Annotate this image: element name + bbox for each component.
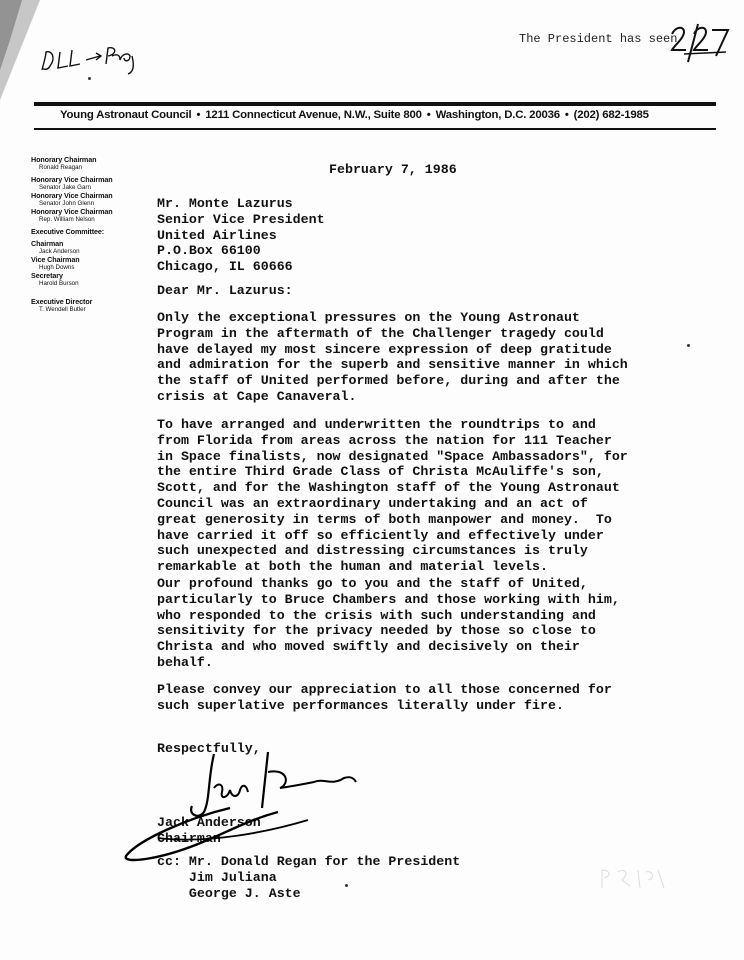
sidebar-title: Honorary Vice Chairman	[31, 191, 113, 200]
cc-list: cc: Mr. Donald Regan for the President Jim Juliana George J. Aste	[157, 854, 461, 901]
letterhead-rule-top	[34, 102, 716, 106]
sidebar-title: Secretary	[31, 271, 63, 280]
street-address: 1211 Connecticut Avenue, N.W., Suite 800	[205, 109, 422, 121]
closing: Respectfully,	[157, 741, 261, 756]
officers-sidebar	[31, 156, 151, 314]
sidebar-title: Honorary Chairman	[31, 155, 97, 164]
phone-number: (202) 682-1985	[573, 109, 649, 121]
sidebar-name: Ronald Reagan	[39, 164, 83, 171]
salutation: Dear Mr. Lazurus:	[157, 283, 293, 298]
signer-name: Jack Anderson	[157, 815, 261, 830]
handwritten-routing-note	[38, 44, 138, 76]
scan-shadow	[0, 0, 40, 100]
sidebar-name: Hugh Downs	[39, 264, 75, 271]
city-zip: Washington, D.C. 20036	[435, 109, 560, 121]
sidebar-title: Executive Committee:	[31, 227, 105, 236]
letterhead-rule-bottom	[34, 128, 716, 130]
paragraph-3: Our profound thanks go to you and the staff of United, particularly to Bruce Chambers and those working with him, who responded to the crisis with such understanding and sensitivity for the privacy needed by those so close to Christa and who moved swiftly and decisively on their behalf.	[157, 576, 620, 670]
recipient-address: Mr. Monte Lazurus Senior Vice President United Airlines P.O.Box 66100 Chicago, IL 60666	[157, 196, 325, 275]
scan-speck	[345, 884, 348, 887]
sidebar-name: Senator Jake Garn	[39, 184, 91, 191]
paragraph-4: Please convey our appreciation to all those concerned for such superlative performances literally under fire.	[157, 682, 612, 713]
signer-title: Chairman	[157, 830, 221, 846]
sidebar-title: Chairman	[31, 239, 64, 248]
sidebar-title: Executive Director	[31, 297, 93, 306]
sidebar-name: Jack Anderson	[39, 248, 80, 255]
sidebar-title: Vice Chairman	[31, 255, 80, 264]
scan-speck	[687, 344, 690, 347]
faint-bleedthrough-marks	[600, 862, 670, 892]
letterhead: Young Astronaut Council • 1211 Connecticut Avenue, N.W., Suite 800 • Washington, D.C. 20036 • (202) 682-1985	[60, 109, 649, 121]
sidebar-title: Honorary Vice Chairman	[31, 207, 113, 216]
seen-date-handwriting	[668, 20, 734, 66]
letter-date: February 7, 1986	[329, 162, 457, 177]
paragraph-2: To have arranged and underwritten the roundtrips to and from Florida from areas across the nation for 111 Teacher in Space finalists, now designated "Space Ambassadors", for the entire Third Grade Class of Christa McAuliffe's son, Scott, and for the Washington staff of the Young Astronaut Council was an extraordinary undertaking and an act of great generosity in terms of both manpower and money. To have carried it off so efficiently and effectively under such unexpected and distressing circumstances is truly remarkable at both the human and material levels.	[157, 417, 628, 575]
handwritten-signature	[118, 748, 358, 868]
sidebar-name: T. Wendell Butler	[39, 306, 86, 313]
sidebar-name: Harold Burson	[39, 280, 79, 287]
sidebar-name: Rep. William Nelson	[39, 216, 95, 223]
sidebar-title: Honorary Vice Chairman	[31, 175, 113, 184]
paragraph-1: Only the exceptional pressures on the Young Astronaut Program in the aftermath of the Challenger tragedy could have delayed my most sincere expression of deep gratitude and admiration for the superb and sensitive manner in which the staff of United performed before, during and after the crisis at Cape Canaveral.	[157, 310, 628, 404]
seen-stamp: The President has seen	[519, 32, 678, 46]
scan-speck	[88, 77, 91, 80]
organization-name: Young Astronaut Council	[60, 109, 192, 121]
sidebar-name: Senator John Glenn	[39, 200, 95, 207]
